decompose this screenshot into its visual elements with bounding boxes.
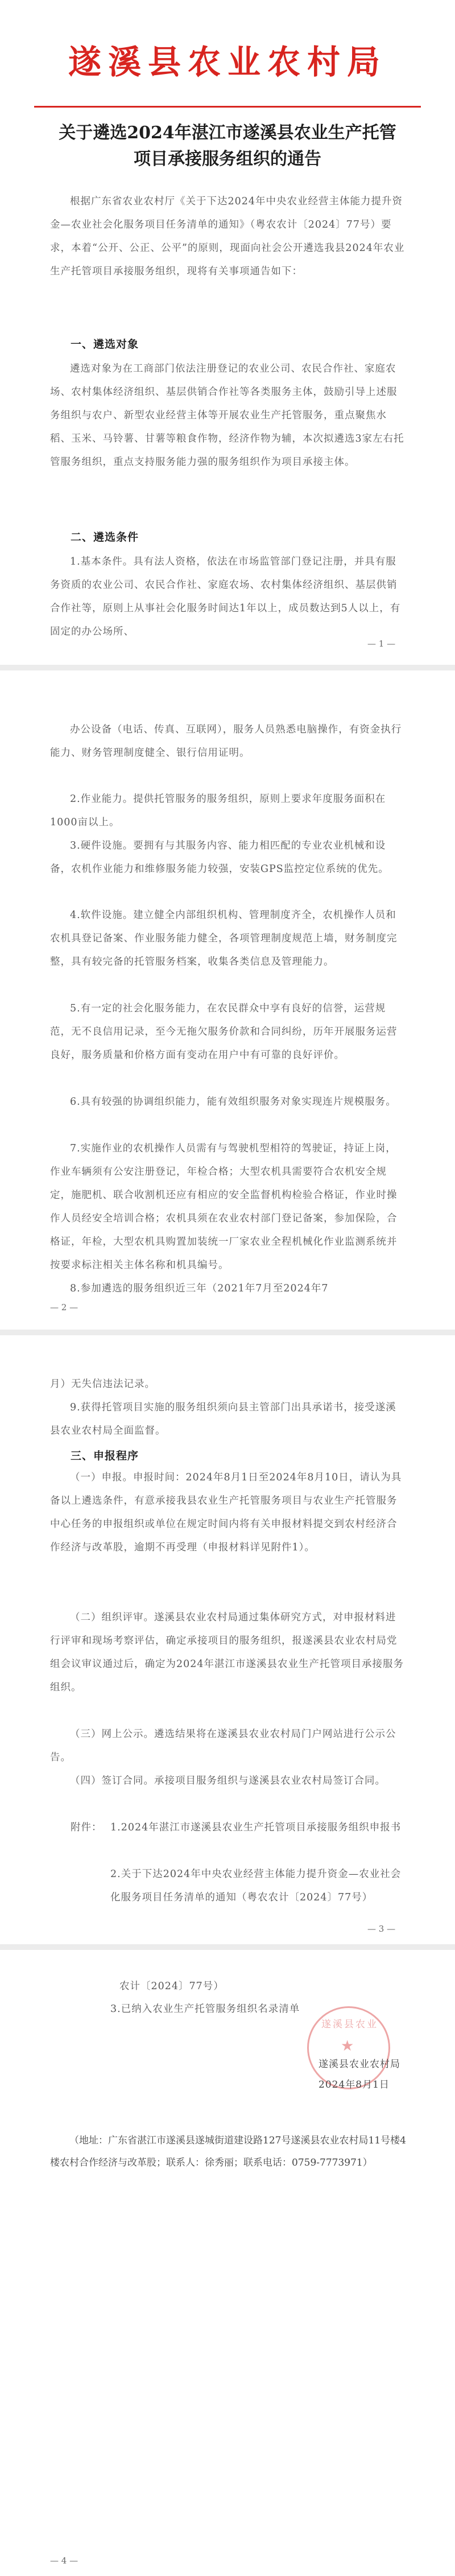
condition-1: 1.基本条件。具有法人资格，依法在市场监管部门登记注册，并具有服务资质的农业公司、农民合作社、家庭农场、农村集体经济组织、基层供销合作社等，原则上从事社会化服务时间达1年以上，成员数达到5人以上，有固定的办公场所、	[50, 556, 401, 637]
page-number-4: — 4 —	[50, 2556, 78, 2566]
doc-title-line1: 关于遴选2024年湛江市遂溪县农业生产托管	[59, 123, 396, 143]
condition-5: 5.有一定的社会化服务能力，在农民群众中享有良好的信誉，运营规范，无不良信用记录，至今无拖欠服务价款和合同纠纷，历年开展服务运营良好，服务质量和价格方面有变动在用户中有可靠的良好评价。	[50, 1003, 398, 1061]
star-icon: ★	[341, 2038, 354, 2055]
condition-8: 8.参加遴选的服务组织近三年（2021年7月至2024年7	[70, 1283, 329, 1294]
attachment-1: 1.2024年湛江市遂溪县农业生产托管项目承接服务组织申报书	[110, 1822, 402, 1833]
page-separator	[0, 1330, 455, 1335]
attachment-2-continued: 农计〔2024〕77号）	[119, 1981, 224, 1992]
seal-lettering: 遂溪县农业	[321, 2019, 378, 2030]
condition-2: 2.作业能力。提供托管服务的服务组织，原则上要求年度服务面积在1000亩以上。	[50, 793, 386, 828]
page-number-3: — 3 —	[367, 1924, 396, 1934]
procedure-1: （一）申报。申报时间：2024年8月1日至2024年8月10日，请认为具备以上遴选条件，有意承接我县农业生产托管服务项目与农业生产托管服务中心任务的申报组织或单位在规定时间内将有关申报材料提交到农村经济合作经济与改革股，逾期不再受理（申报材料详见附件1）。	[50, 1472, 402, 1553]
attachments-label: 附件：	[71, 1822, 102, 1833]
procedure-3: （三）网上公示。遴选结果将在遂溪县农业农村局门户网站进行公示公告。	[50, 1729, 396, 1763]
doc-title-line2: 项目承接服务组织的通告	[134, 149, 321, 169]
intro-paragraph: 根据广东省农业农村厅《关于下达2024年中央农业经营主体能力提升资金—农业社会化服务项目任务清单的通知》（粤农农计〔2024〕77号）要求，本着“公开、公正、公平”的原则，现面向社会公开遴选我县2024年农业生产托管项目承接服务组织，现将有关事项通告如下：	[50, 196, 405, 277]
condition-4: 4.软件设施。建立健全内部组织机构、管理制度齐全，农机操作人员和农机具登记备案、作业服务能力健全，各项管理制度规范上墙，财务制度完整，具有较完备的托管服务档案，收集各类信息及管理能力。	[50, 910, 398, 968]
procedure-4: （四）签订合同。承接项目服务组织与遂溪县农业农村局签订合同。	[70, 1775, 386, 1787]
condition-1-continued: 办公设备（电话、传真、互联网），服务人员熟悉电脑操作，有资金执行能力、财务管理制度健全、银行信用证明。	[50, 724, 402, 759]
section-1-body: 遴选对象为在工商部门依法注册登记的农业公司、农民合作社、家庭农场、农村集体经济组织、基层供销合作社等各类服务主体，鼓励引导上述服务组织与农户、新型农业经营主体等开展农业生产托管服务，重点聚焦水稻、玉米、马铃薯、甘薯等粮食作物，经济作物为辅，本次拟遴选3家左右托管服务组织，重点支持服务能力强的服务组织作为项目承接主体。	[50, 363, 404, 468]
page-number-1: — 1 —	[367, 639, 396, 649]
section-2-heading: 二、遴选条件	[71, 531, 139, 544]
procedure-2: （二）组织评审。遂溪县农业农村局通过集体研究方式，对申报材料进行评审和现场考察评估，确定承接项目的服务组织，报遂溪县农业农村局党组会议审议通过后，确定为2024年湛江市遂溪县农业生产托管项目承接服务组织。	[50, 1612, 404, 1693]
condition-7: 7.实施作业的农机操作人员需有与驾驶机型相符的驾驶证，持证上岗，作业车辆须有公安注册登记，年检合格；大型农机具需要符合农机安全规定，施肥机、联合收割机还应有相应的安全监督机构检验合格证，作业时操作人员经安全培训合格；农机具须在农业农村部门登记备案，参加保险，合格证，年检，大型农机具购置加装统一厂家农业全程机械化作业监测系统并按要求标注相关主体名称和机具编号。	[50, 1143, 398, 1271]
signing-organization: 遂溪县农业农村局	[318, 2059, 400, 2070]
page-separator	[0, 1944, 455, 1950]
attachment-3: 3.已纳入农业生产托管服务组织名录清单	[110, 2003, 300, 2015]
condition-6: 6.具有较强的协调组织能力，能有效组织服务对象实现连片规模服务。	[70, 1096, 396, 1108]
issuer-header: 遂溪县农业农村局	[68, 43, 387, 81]
red-divider	[34, 106, 421, 108]
section-3-heading: 三、申报程序	[71, 1450, 139, 1462]
page-separator	[0, 665, 455, 670]
section-1-heading: 一、遴选对象	[71, 338, 139, 351]
attachment-2: 2.关于下达2024年中央农业经营主体能力提升资金—农业社会化服务项目任务清单的通知（粤农农计〔2024〕77号）	[110, 1869, 402, 1903]
condition-9: 9.获得托管项目实施的服务组织须向县主管部门出具承诺书，接受遂溪县农业农村局全面监督。	[50, 1402, 396, 1437]
page-number-2: — 2 —	[50, 1302, 78, 1312]
condition-3: 3.硬件设施。要拥有与其服务内容、能力相匹配的专业农业机械和设备，农机作业能力和维修服务能力较强，安装GPS监控定位系统的优先。	[50, 840, 389, 875]
condition-8-continued: 月）无失信违法记录。	[50, 1378, 155, 1390]
contact-info: （地址：广东省湛江市遂溪县遂城街道建设路127号遂溪县农业农村局11号楼4楼农村合作经济与改革股；联系人：徐秀丽；联系电话：0759-7773971）	[50, 2135, 406, 2168]
signing-date: 2024年8月1日	[318, 2079, 390, 2091]
